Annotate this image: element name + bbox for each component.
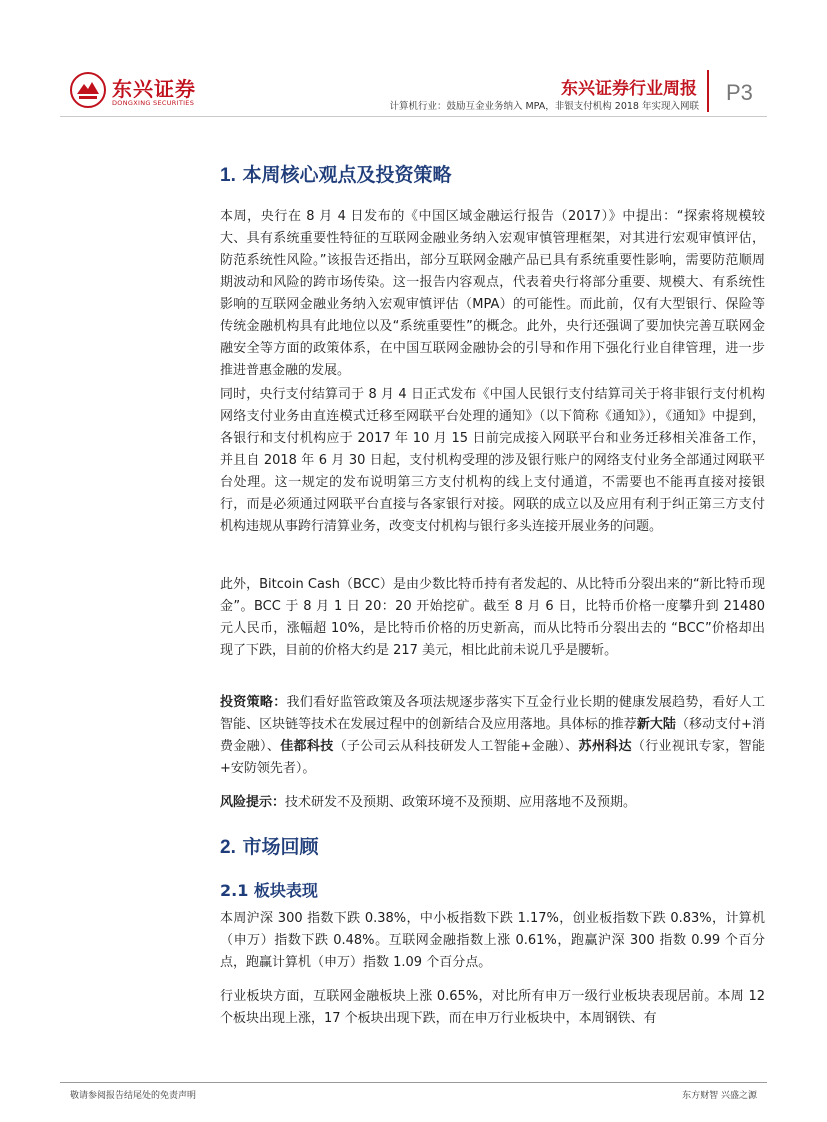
paragraph-mpa: 本周，央行在 8 月 4 日发布的《中国区域金融运行报告（2017）》中提出：“探索将规模较大、具有系统重要性特征的互联网金融业务纳入宏观审慎管理框架，对其进行宏观审慎评估，防范系统性风险。”该报告还指出，部分互联网金融产品已具有系统重要性影响，需要防范顺周期波动和风险的跨市场传染。这一报告内容观点，代表着央行将部分重要、规模大、有系统性影响的互联网金融业务纳入宏观审慎评估（MPA）的可能性。而此前，仅有大型银行、保险等传统金融机构具有此地位以及“系统重要性”的概念。此外，央行还强调了要加快完善互联网金融安全等方面的政策体系，在中国互联网金融协会的引导和作用下强化行业自律管理，进一步推进普惠金融的发展。	[220, 209, 765, 378]
strategy-text-2: （移动支付+消费金融）、	[220, 717, 765, 754]
strategy-text-3: （子公司云从科技研发人工智能+金融）、	[333, 739, 579, 754]
company-logo	[70, 72, 220, 112]
strategy-text-4: （行业视讯专家，智能+安防领先者）。	[220, 739, 765, 776]
paragraph-sector-performance: 行业板块方面，互联网金融板块上涨 0.65%，对比所有申万一级行业板块表现居前。本周 12 个板块出现上涨，17 个板块出现下跌，而在申万行业板块中，本周钢铁、有	[220, 989, 765, 1026]
paragraph-risk	[220, 792, 765, 814]
strategy-text-1: 我们看好监管政策及各项法规逐步落实下互金行业长期的健康发展趋势，看好人工智能、区块链等技术在发展过程中的创新结合及应用落地。具体标的推荐	[220, 695, 765, 732]
paragraph-index-performance: 本周沪深 300 指数下跌 0.38%，中小板指数下跌 1.17%，创业板指数下跌 0.83%，计算机（申万）指数下跌 0.48%。互联网金融指数上涨 0.61%，跑赢沪深 300 指数 0.99 个百分点，跑赢计算机（申万）指数 1.09 个百分点。	[220, 911, 765, 970]
stock-newland: 新大陆	[636, 717, 676, 732]
section-2-title: 市场回顾	[242, 836, 319, 858]
section-1-number: 1.	[220, 165, 236, 186]
report-title: 东兴证券行业周报	[561, 79, 697, 99]
header-divider	[707, 70, 709, 112]
dongxing-logo-icon	[70, 72, 106, 108]
paragraph-investment-strategy	[220, 692, 765, 780]
paragraph-bitcoin-cash: 此外，Bitcoin Cash（BCC）是由少数比特币持有者发起的、从比特币分裂出来的“新比特币现金”。BCC 于 8 月 1 日 20：20 开始挖矿。截至 8 月 6 日，比特币价格一度攀升到 21480 元人民币，涨幅超 10%，是比特币价格的历史新高，而从比特币分裂出去的 “BCC”价格却出现了下跌，目前的价格大约是 217 美元，相比此前未说几乎是腰斩。	[220, 577, 765, 658]
footer-disclaimer: 敬请参阅报告结尾处的免责声明	[70, 1091, 197, 1101]
section-1-heading	[220, 160, 452, 187]
strategy-label: 投资策略：	[220, 695, 287, 710]
risk-label: 风险提示：	[220, 795, 286, 810]
section-2-heading	[220, 832, 319, 859]
page-number: P3	[726, 80, 753, 105]
logo-chinese-name: 东兴证券	[112, 77, 196, 101]
header-rule	[60, 116, 767, 117]
logo-english-name: DONGXING SECURITIES	[112, 99, 195, 107]
section-1-title: 本周核心观点及投资策略	[242, 164, 452, 186]
risk-text: 技术研发不及预期、政策环境不及预期、应用落地不及预期。	[285, 795, 637, 810]
stock-pci: 佳都科技	[280, 739, 334, 754]
footer-rule	[60, 1082, 767, 1083]
section-2-number: 2.	[220, 837, 236, 858]
stock-keda: 苏州科达	[578, 739, 632, 754]
paragraph-netsunion: 同时，央行支付结算司于 8 月 4 日正式发布《中国人民银行支付结算司关于将非银行支付机构网络支付业务由直连模式迁移至网联平台处理的通知》（以下简称《通知》），《通知》中提到，各银行和支付机构应于 2017 年 10 月 15 日前完成接入网联平台和业务迁移相关准备工作，并且自 2018 年 6 月 30 日起，支付机构受理的涉及银行账户的网络支付业务全部通过网联平台处理。这一规定的发布说明第三方支付机构的线上支付通道，不需要也不能再直接对接银行，而是必须通过网联平台直接与各家银行对接。网联的成立以及应用有利于纠正第三方支付机构违规从事跨行清算业务，改变支付机构与银行多头连接开展业务的问题。	[220, 387, 765, 534]
subsection-2-1-title: 板块表现	[253, 881, 318, 900]
report-subtitle: 计算机行业：鼓励互金业务纳入 MPA，非银支付机构 2018 年实现入网联	[389, 101, 699, 112]
subsection-2-1-heading	[220, 878, 318, 901]
footer-slogan: 东方财智 兴盛之源	[682, 1091, 757, 1101]
subsection-2-1-number: 2.1	[220, 881, 249, 900]
